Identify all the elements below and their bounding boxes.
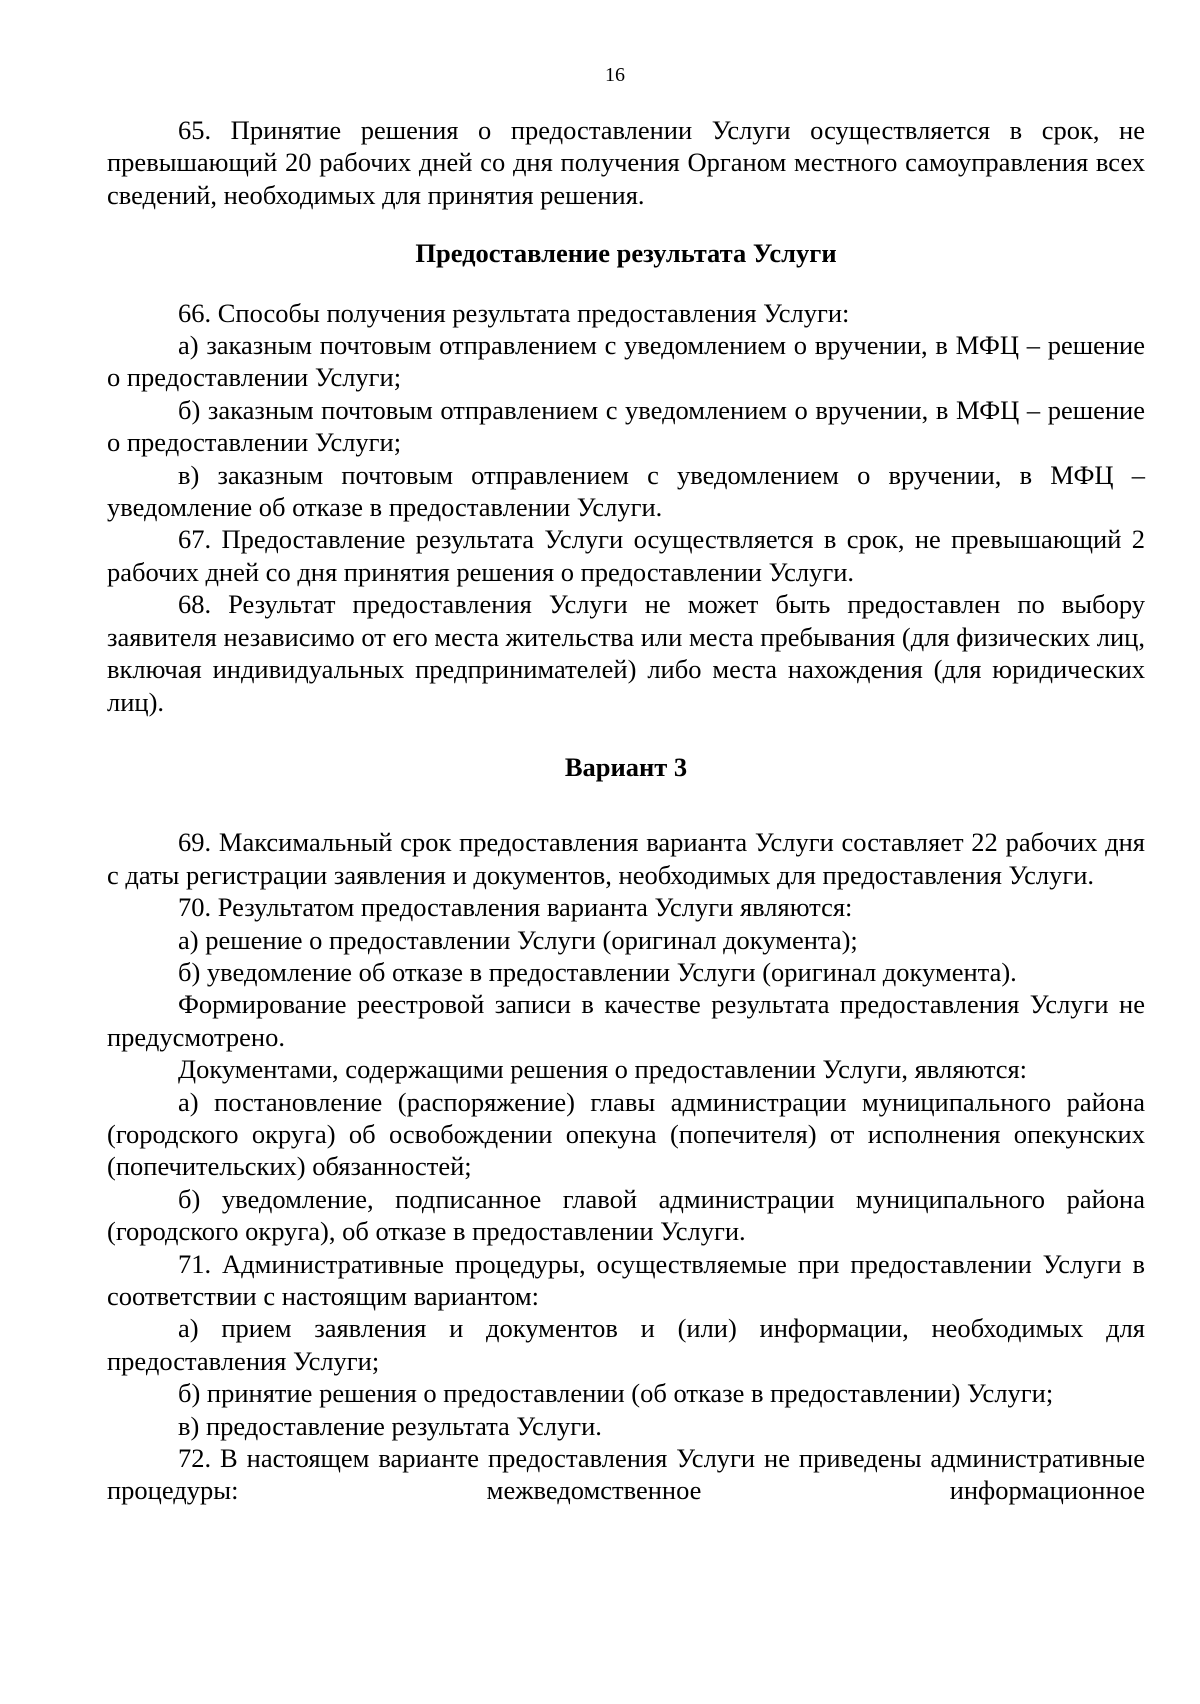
paragraph-71-c: в) предоставление результата Услуги. [178, 1410, 602, 1441]
section-heading-result: Предоставление результата Услуги [415, 238, 837, 269]
paragraph-71: 71. Административные процедуры, осуществляемые при предоставлении Услуги в соответствии с настоящим вариантом: [107, 1248, 1145, 1311]
document-body [107, 114, 1145, 1507]
paragraph-70-b: б) уведомление об отказе в предоставлении Услуги (оригинал документа). [178, 956, 1017, 987]
paragraph-66-b: б) заказным почтовым отправлением с уведомлением о вручении, в МФЦ – решение о предоставлении Услуги; [107, 394, 1145, 458]
page-number: 16 [605, 64, 625, 86]
paragraph-decision-documents: Документами, содержащими решения о предоставлении Услуги, являются: [178, 1054, 1028, 1085]
paragraph-decision-doc-b: б) уведомление, подписанное главой администрации муниципального района (городского округа), об отказе в предоставлении Услуги. [107, 1183, 1145, 1247]
paragraph-72: 72. В настоящем варианте предоставления Услуги не приведены административные процедуры: межведомственное информационное [107, 1443, 1145, 1506]
paragraph-68: 68. Результат предоставления Услуги не может быть предоставлен по выбору заявителя независимо от его места жительства или места пребывания (для физических лиц, включая индивидуальных предпринимателей) либо места нахождения (для юридических лиц). [107, 589, 1145, 717]
paragraph-71-a: а) прием заявления и документов и (или) информации, необходимых для предоставления Услуги; [107, 1313, 1145, 1376]
paragraph-69: 69. Максимальный срок предоставления варианта Услуги составляет 22 рабочих дня с даты регистрации заявления и документов, необходимых для предоставления Услуги. [107, 827, 1145, 890]
paragraph-67: 67. Предоставление результата Услуги осуществляется в срок, не превышающий 2 рабочих дней со дня принятия решения о предоставлении Услуги. [107, 524, 1145, 587]
paragraph-70: 70. Результатом предоставления варианта Услуги являются: [178, 892, 853, 923]
section-heading-variant-3: Вариант 3 [564, 751, 688, 782]
paragraph-71-b: б) принятие решения о предоставлении (об отказе в предоставлении) Услуги; [178, 1378, 1054, 1409]
paragraph-66-c: в) заказным почтовым отправлением с уведомлением о вручении, в МФЦ – уведомление об отказе в предоставлении Услуги. [107, 459, 1145, 523]
paragraph-66: 66. Способы получения результата предоставления Услуги: [178, 297, 850, 328]
paragraph-registry-record: Формирование реестровой записи в качестве результата предоставления Услуги не предусмотрено. [107, 989, 1145, 1052]
paragraph-70-a: а) решение о предоставлении Услуги (оригинал документа); [178, 924, 858, 955]
paragraph-65: 65. Принятие решения о предоставлении Услуги осуществляется в срок, не превышающий 20 рабочих дней со дня получения Органом местного самоуправления всех сведений, необходимых для принятия решения. [107, 115, 1145, 210]
paragraph-66-a: а) заказным почтовым отправлением с уведомлением о вручении, в МФЦ – решение о предоставлении Услуги; [107, 330, 1145, 393]
paragraph-decision-doc-a: а) постановление (распоряжение) главы администрации муниципального района (городского округа) об освобождении опекуна (попечителя) от исполнения опекунских (попечительских) обязанностей; [107, 1086, 1145, 1182]
